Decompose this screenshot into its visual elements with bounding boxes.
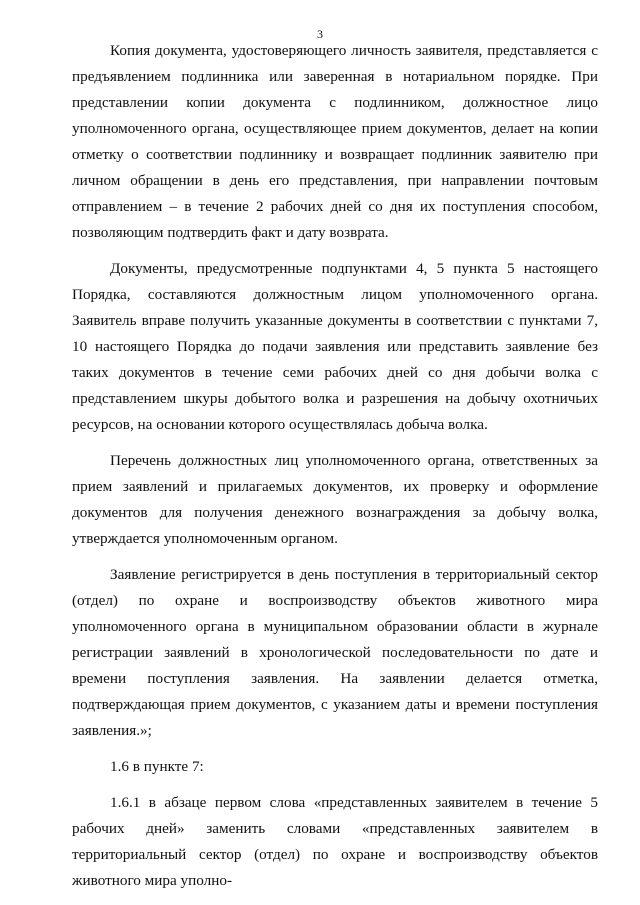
- paragraph-officials-list: Перечень должностных лиц уполномоченного органа, ответственных за прием заявлений и прилагаемых документов, их проверку и оформление документов для получения денежного вознаграждения за добычу волка, утверждается уполномоченным органом.: [72, 452, 598, 547]
- paragraph-documents-subparagraphs: Документы, предусмотренные подпунктами 4, 5 пункта 5 настоящего Порядка, составляются должностным лицом уполномоченного органа. Заявитель вправе получить указанные документы в соответствии с пунктами 7, 10 настоящего Порядка до подачи заявления или представить заявление без таких документов в течение семи рабочих дней со дня добычи волка с представлением шкуры добытого волка и разрешения на добычу охотничьих ресурсов, на основании которого осуществлялась добыча волка.: [72, 260, 598, 433]
- paragraph-clause-1-6-1: 1.6.1 в абзаце первом слова «представленных заявителем в течение 5 рабочих дней» заменить словами «представленных заявителем в территориальный сектор (отдел) по охране и воспроизводству объектов животного мира уполно-: [72, 794, 598, 889]
- paragraph-id-document-copy: Копия документа, удостоверяющего личность заявителя, представляется с предъявлением подлинника или заверенная в нотариальном порядке. При представлении копии документа с подлинником, должностное лицо уполномоченного органа, осуществляющее прием документов, делает на копии отметку о соответствии подлиннику и возвращает подлинник заявителю при личном обращении в день его представления, при направлении почтовым отправлением – в течение 2 рабочих дней со дня их поступления способом, позволяющим подтвердить факт и дату возврата.: [72, 42, 598, 241]
- paragraph-clause-1-6: 1.6 в пункте 7:: [110, 758, 204, 775]
- page-number: 3: [317, 27, 323, 41]
- paragraph-application-registration: Заявление регистрируется в день поступления в территориальный сектор (отдел) по охране и воспроизводству объектов животного мира уполномоченного органа в муниципальном образовании области в журнале регистрации заявлений в хронологической последовательности по дате и времени поступления заявления. На заявлении делается отметка, подтверждающая прием документов, с указанием даты и времени поступления заявления.»;: [72, 566, 598, 739]
- document-body: [72, 38, 598, 894]
